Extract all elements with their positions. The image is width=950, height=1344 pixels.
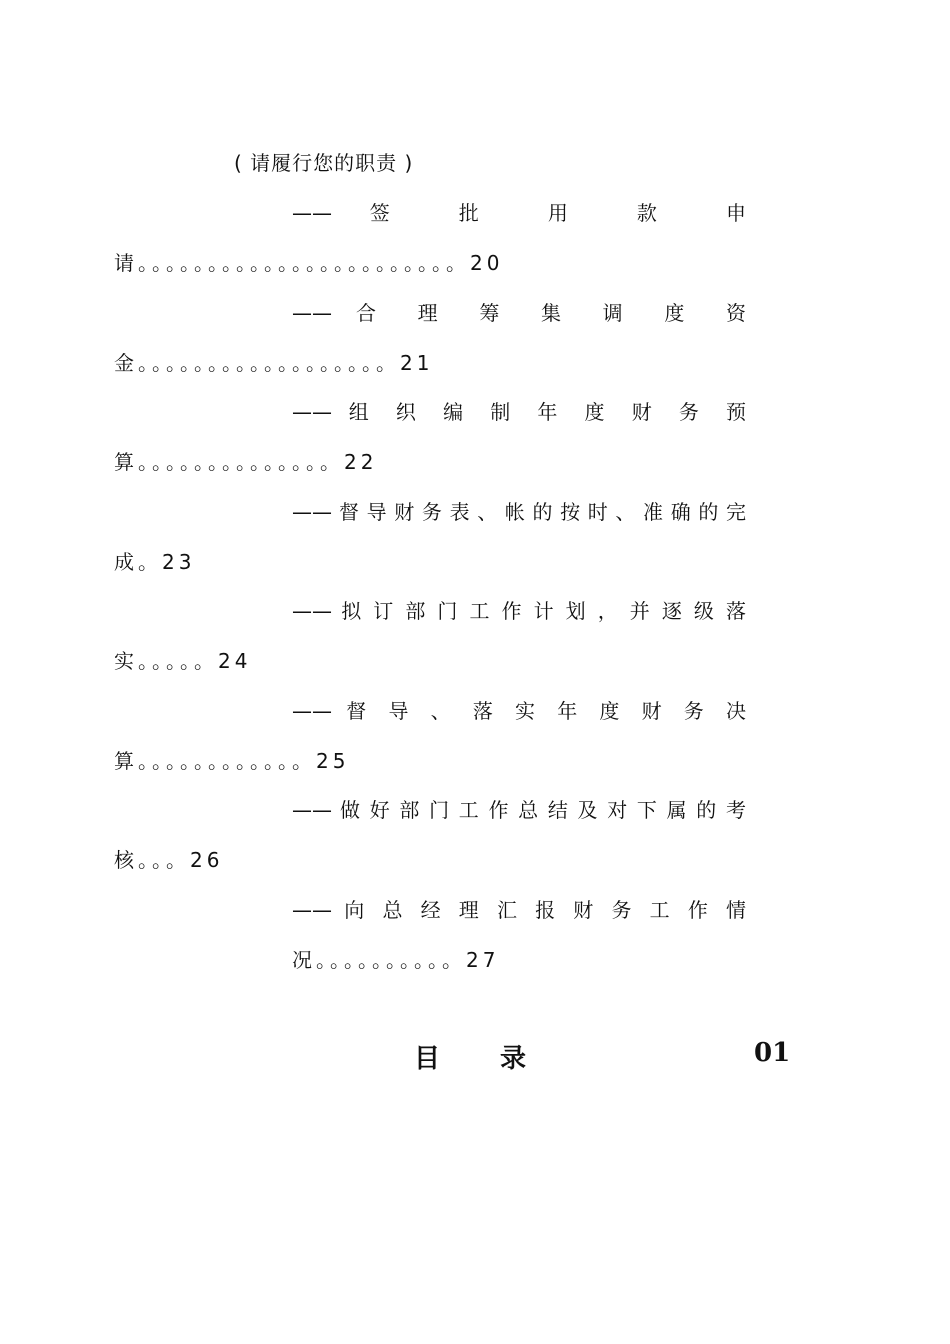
toc-entry-6-lead: —— 督 导 、 落 实 年 度 财 务 决 [292,699,746,723]
toc-entry-4-lead: —— 督 导 财 务 表 、 帐 的 按 时 、 准 确 的 完 [292,500,746,524]
toc-heading: ( 请履行您的职责 ) [234,151,414,175]
page-number: 01 [754,1038,791,1068]
toc-entry-8-lead: —— 向 总 经 理 汇 报 财 务 工 作 情 [292,898,746,922]
toc-entry-2-tail[interactable]: 金。。。。。。。。。。。。。。。。。。21 [114,351,434,375]
toc-entry-3-tail[interactable]: 算。。。。。。。。。。。。。。22 [114,450,378,474]
toc-entry-1-tail[interactable]: 请。。。。。。。。。。。。。。。。。。。。。。。20 [114,251,504,275]
toc-entry-1-lead: —— 签 批 用 款 申 [292,201,746,225]
toc-entry-3-lead: —— 组 织 编 制 年 度 财 务 预 [292,400,746,424]
footer-title: 目录 [414,1044,587,1074]
toc-entry-2-lead: —— 合 理 筹 集 调 度 资 [292,301,746,325]
toc-entry-5-tail[interactable]: 实。。。。。24 [114,649,252,673]
toc-entry-5-lead: —— 拟 订 部 门 工 作 计 划 ， 并 逐 级 落 [292,599,746,623]
toc-entry-6-tail[interactable]: 算。。。。。。。。。。。。25 [114,749,350,773]
toc-entry-7-tail[interactable]: 核。。。26 [114,848,224,872]
toc-entry-8-tail[interactable]: 况。。。。。。。。。。27 [292,948,500,972]
toc-entry-4-tail[interactable]: 成。23 [114,550,196,574]
toc-entry-7-lead: —— 做 好 部 门 工 作 总 结 及 对 下 属 的 考 [292,798,746,822]
